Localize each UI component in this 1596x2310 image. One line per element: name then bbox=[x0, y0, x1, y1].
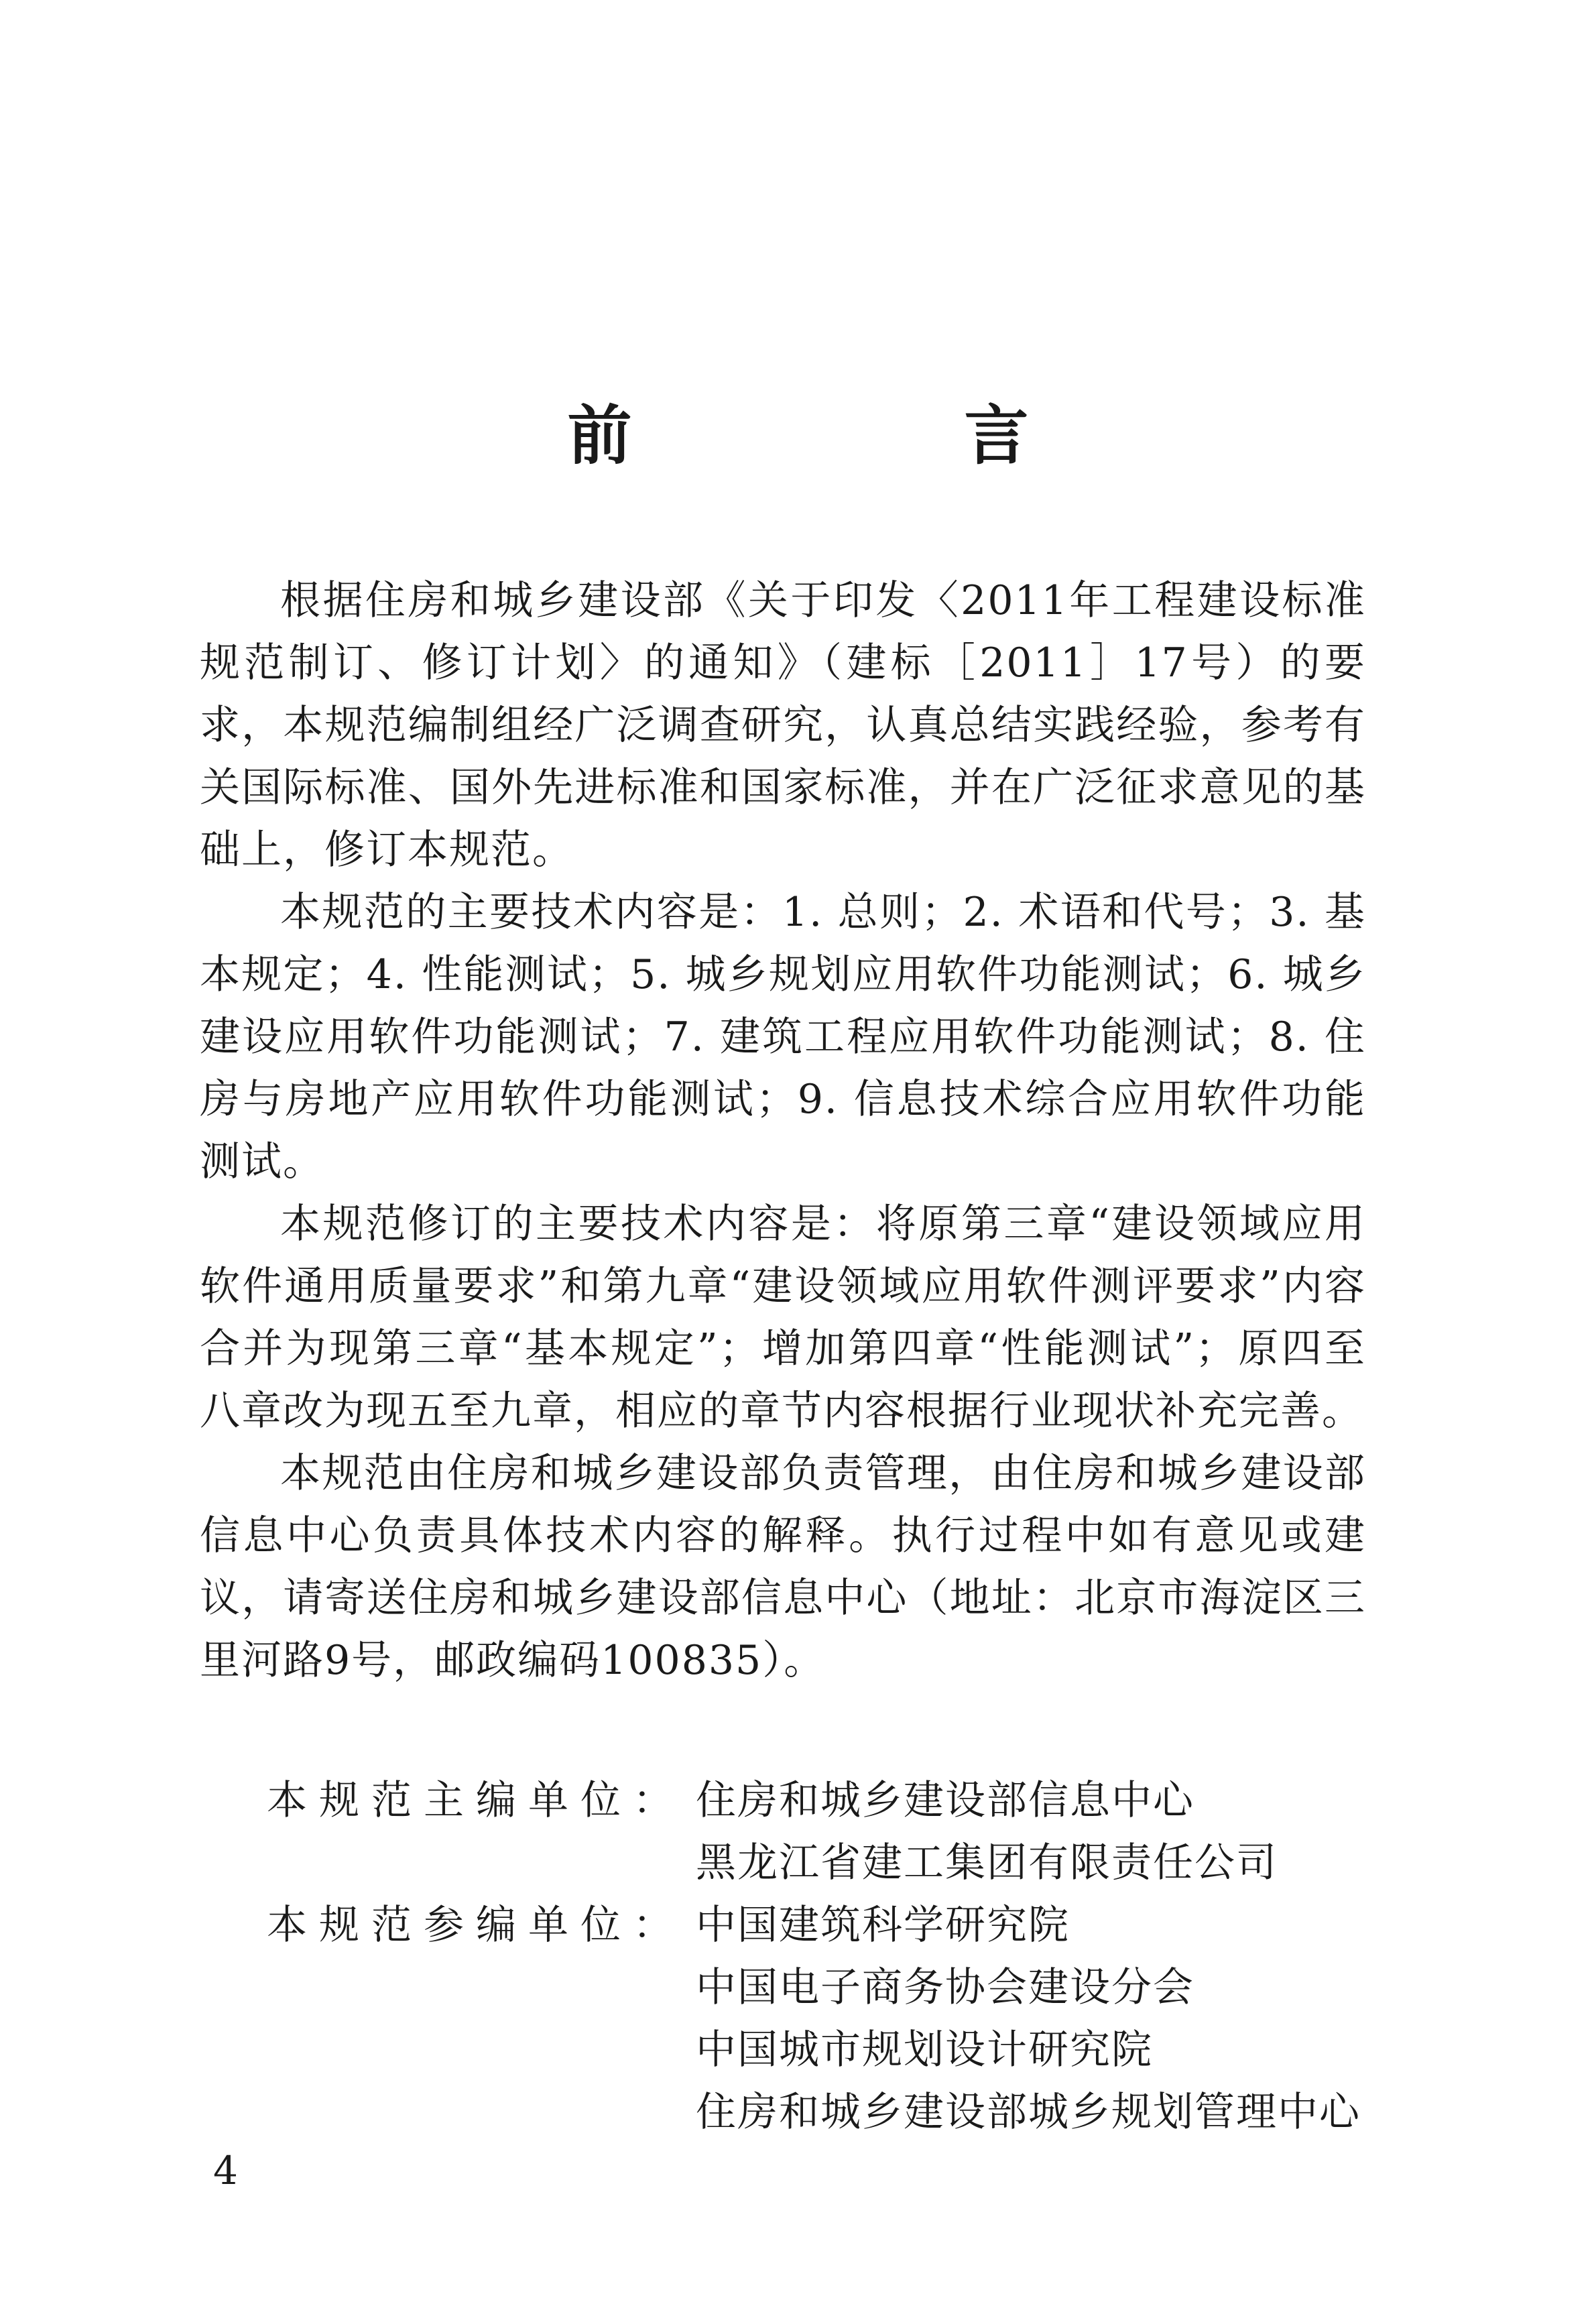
chief-unit-name: 黑龙江省建工集团有限责任公司 bbox=[696, 1839, 1278, 1886]
page-number: 4 bbox=[213, 2148, 238, 2193]
participating-units-row bbox=[200, 1894, 1366, 2144]
paragraph-management: 本规范由住房和城乡建设部负责管理，由住房和城乡建设部信息中心负责具体技术内容的解释。执行过程中如有意见或建议，请寄送住房和城乡建设部信息中心（地址：北京市海淀区三里河路9号，邮政编码100835）。 bbox=[200, 1450, 1366, 1684]
chief-units-row bbox=[200, 1770, 1366, 1894]
participating-unit-name: 中国城市规划设计研究院 bbox=[696, 2026, 1153, 2073]
chief-units-label: 本规范主编单位： bbox=[267, 1777, 685, 1824]
participating-units-label: 本规范参编单位： bbox=[267, 1902, 685, 1949]
preface-body bbox=[200, 570, 1366, 1692]
participating-unit-name: 住房和城乡建设部城乡规划管理中心 bbox=[696, 2089, 1361, 2136]
participating-unit-name: 中国电子商务协会建设分会 bbox=[696, 1964, 1194, 2011]
paragraph-main-content: 本规范的主要技术内容是：1. 总则；2. 术语和代号；3. 基本规定；4. 性能测试；5. 城乡规划应用软件功能测试；6. 城乡建设应用软件功能测试；7. 建筑工程应用软件功能测试；8. 住房与房地产应用软件功能测试；9. 信息技术综合应用软件功能测试。 bbox=[200, 889, 1366, 1185]
units-section bbox=[200, 1770, 1366, 2144]
chief-units-list bbox=[696, 1770, 1366, 1894]
chief-unit-name: 住房和城乡建设部信息中心 bbox=[696, 1777, 1194, 1824]
paragraph-revision-content: 本规范修订的主要技术内容是：将原第三章“建设领域应用软件通用质量要求”和第九章“建设领域应用软件测评要求”内容合并为现第三章“基本规定”；增加第四章“性能测试”；原四至八章改为现五至九章，相应的章节内容根据行业现状补充完善。 bbox=[200, 1201, 1366, 1435]
page-title: 前 言 bbox=[567, 398, 1163, 473]
paragraph-basis: 根据住房和城乡建设部《关于印发〈2011年工程建设标准规范制订、修订计划〉的通知》（建标［2011］17号）的要求，本规范编制组经广泛调查研究，认真总结实践经验，参考有关国际标准、国外先进标准和国家标准，并在广泛征求意见的基础上，修订本规范。 bbox=[200, 577, 1366, 873]
participating-units-list bbox=[696, 1894, 1366, 2144]
participating-unit-name: 中国建筑科学研究院 bbox=[696, 1902, 1070, 1949]
